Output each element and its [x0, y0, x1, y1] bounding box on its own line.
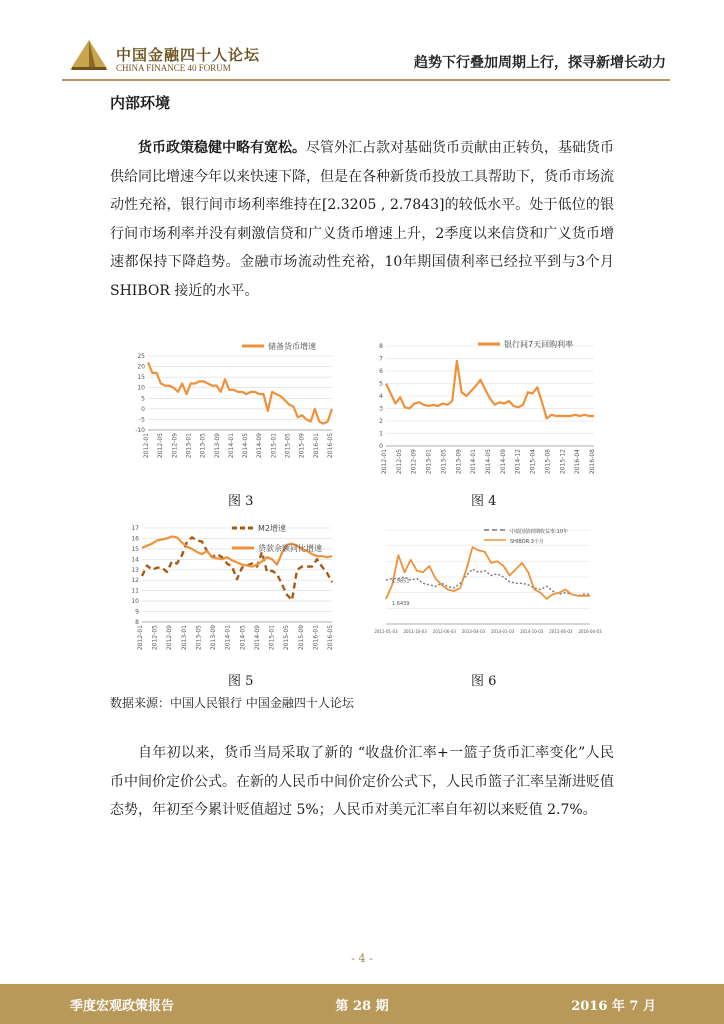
- y-tick-label: 1: [379, 430, 383, 438]
- x-tick-label: 2013-09: [213, 433, 221, 459]
- series-line-1: [148, 362, 332, 423]
- report-title: 趋势下行叠加周期上行，探寻新增长动力: [414, 55, 666, 71]
- org-name-cn: 中国金融四十人论坛: [116, 46, 261, 64]
- y-tick-label: 9: [135, 608, 139, 616]
- x-tick-label: 2013-09: [210, 625, 218, 651]
- y-tick-label: 13: [131, 566, 139, 574]
- annotation-label: 1.6439: [392, 600, 410, 607]
- x-tick-label: 2013-01: [180, 625, 188, 651]
- x-tick-label: 2014-09: [499, 449, 507, 475]
- y-tick-label: 10: [137, 384, 145, 392]
- x-tick-label: 2015-09: [297, 625, 305, 651]
- chart-fig6: [372, 522, 602, 640]
- footer-issue: 第 28 期: [335, 999, 389, 1014]
- x-tick-label: 2012-01: [381, 449, 388, 475]
- x-tick-label: 2012-05: [395, 449, 403, 475]
- y-tick-label: 17: [131, 525, 139, 532]
- x-tick-label: 2012-09: [171, 433, 179, 459]
- x-tick-label: 2012-05: [157, 433, 165, 459]
- data-source: 数据来源：中国人民银行 中国金融四十人论坛: [110, 696, 354, 710]
- chart-fig4-svg: [364, 334, 604, 484]
- y-tick-label: 5: [141, 395, 145, 403]
- x-tick-label: 2014-05: [239, 625, 247, 651]
- y-tick-label: 4: [379, 393, 383, 400]
- caption-fig4: 图 4: [471, 494, 497, 509]
- x-tick-label: 2013-01: [185, 433, 193, 459]
- x-tick-label: 2013-05: [440, 449, 448, 475]
- chart-fig3: [122, 334, 342, 464]
- caption-fig5: 图 5: [228, 674, 254, 689]
- caption-fig6: 图 6: [471, 674, 497, 689]
- x-tick-label: 2013-01: [425, 449, 433, 475]
- x-tick-label: 2016-08: [589, 449, 596, 475]
- x-tick-label: 2013-09: [455, 449, 463, 475]
- x-tick-label: 2012-06-03: [432, 629, 456, 634]
- footer-report-name: 季度宏观政策报告: [70, 999, 175, 1014]
- x-tick-label: 2015-12: [559, 449, 567, 475]
- x-tick-label: 2012-01: [137, 625, 144, 651]
- page-header: [0, 0, 724, 80]
- x-tick-label: 2011-01-03: [374, 629, 398, 634]
- x-tick-label: 2015-04: [529, 449, 537, 475]
- y-tick-label: 16: [131, 535, 139, 543]
- org-name-en: CHINA FINANCE 40 FORUM: [116, 63, 231, 73]
- legend-label: 贷款余额同比增速: [258, 544, 322, 553]
- chart-fig4: [364, 334, 604, 484]
- x-tick-label: 2014-01: [227, 433, 235, 459]
- y-tick-label: 5: [379, 380, 383, 388]
- page-number: - 4 -: [351, 952, 373, 965]
- chart-fig3-svg: [122, 334, 342, 464]
- legend-label: 银行间7天回购利率: [504, 340, 574, 349]
- legend-label: 中债国债到期收益率:10年: [510, 529, 569, 535]
- x-tick-label: 2015-05: [284, 433, 292, 459]
- annotation-label: 1.9851: [392, 578, 410, 585]
- x-tick-label: 2015-05: [283, 625, 291, 651]
- y-tick-label: 0: [379, 443, 383, 450]
- x-tick-label: 2016-01: [312, 625, 320, 651]
- paragraph-lead: 货币政策稳健中略有宽松。: [138, 140, 306, 156]
- y-tick-label: 25: [137, 353, 145, 360]
- chart-fig6-svg: [372, 522, 602, 640]
- chart-fig5-svg: [120, 520, 340, 660]
- section-title: 内部环境: [110, 94, 171, 112]
- x-tick-label: 2016-04-03: [578, 629, 602, 634]
- y-tick-label: 12: [131, 577, 139, 585]
- y-tick-label: 6: [379, 368, 383, 375]
- x-tick-label: 2013-05: [195, 625, 203, 651]
- y-tick-label: 2: [379, 418, 383, 425]
- x-tick-label: 2014-12: [514, 449, 522, 475]
- x-tick-label: 2014-09: [256, 433, 264, 459]
- legend-label: 储备货币增速: [268, 342, 316, 351]
- y-tick-label: -10: [135, 427, 145, 434]
- y-tick-label: 20: [137, 363, 145, 371]
- x-tick-label: 2013-05: [199, 433, 207, 459]
- x-tick-label: 2012-05: [151, 625, 159, 651]
- x-tick-label: 2014-05: [485, 449, 492, 475]
- x-tick-label: 2016-01: [312, 433, 320, 459]
- x-tick-label: 2016-04: [574, 449, 582, 475]
- page-footer: [0, 984, 724, 1024]
- y-tick-label: 3: [379, 405, 383, 413]
- x-tick-label: 2015-06-03: [549, 629, 573, 634]
- x-tick-label: 2014-01: [224, 625, 232, 651]
- y-tick-label: 0: [141, 405, 145, 413]
- x-tick-label: 2015-01: [268, 625, 276, 651]
- legend-label: SHIBOR:3个月: [510, 539, 544, 545]
- y-tick-label: 10: [131, 598, 139, 606]
- x-tick-label: 2016-05: [327, 625, 334, 651]
- x-tick-label: 2014-01-03: [490, 629, 515, 634]
- series-line-1: [386, 361, 594, 419]
- footer-date: 2016 年 7 月: [571, 999, 656, 1014]
- x-tick-label: 2015-01: [270, 433, 278, 459]
- forum-logo-icon: [68, 38, 110, 72]
- x-tick-label: 2015-08: [544, 449, 552, 475]
- header-divider: [62, 79, 670, 81]
- x-tick-label: 2014-10-03: [520, 629, 544, 634]
- x-tick-label: 2016-05: [327, 433, 334, 459]
- y-tick-label: 15: [131, 545, 139, 553]
- x-tick-label: 2015-09: [298, 433, 306, 459]
- paragraph-exchange-rate: 自年初以来，货币当局采取了新的 “收盘价汇率+一篮子货币汇率变化”人民币中间价定价公式。在新的人民币中间价定价公式下，人民币篮子汇率呈渐进贬值态势，年初至今累计贬值超过 5%；人民币对美元汇率自年初以来贬值 2.7%。: [110, 745, 614, 818]
- y-tick-label: -5: [139, 416, 145, 424]
- x-tick-label: 2012-09: [166, 625, 174, 651]
- chart-fig5: [120, 520, 340, 660]
- x-tick-label: 2013-04-03: [461, 629, 486, 634]
- y-tick-label: 7: [379, 355, 383, 363]
- legend-label: M2增速: [258, 524, 286, 533]
- y-tick-label: 14: [131, 556, 139, 564]
- x-tick-label: 2014-01: [470, 449, 478, 475]
- x-tick-label: 2012-01: [143, 433, 150, 459]
- x-tick-label: 2011-10-03: [403, 629, 427, 634]
- paragraph-body: 尽管外汇占款对基础货币贡献由正转负，基础货币供给同比增速今年以来快速下降，但是在各种新货币投放工具帮助下，货币市场流动性充裕，银行间市场利率维持在[2.3205 , 2.7843]的较低水平。处于低位的银行间市场利率并没有刺激信贷和广义货币增速上升，2季度以来信贷和广义货币增速都保持下降趋势。金融市场流动性充裕，10年期国债利率已经拉平到与3个月 SHIBOR 接近的水平。: [110, 140, 614, 299]
- caption-fig3: 图 3: [228, 494, 254, 509]
- x-tick-label: 2014-05: [242, 433, 250, 459]
- y-tick-label: 8: [135, 619, 139, 626]
- y-tick-label: 15: [137, 374, 145, 382]
- y-tick-label: 8: [379, 343, 383, 350]
- x-tick-label: 2012-09: [410, 449, 418, 475]
- paragraph-monetary-policy: [110, 134, 614, 305]
- x-tick-label: 2014-09: [253, 625, 261, 651]
- y-tick-label: 11: [131, 587, 139, 595]
